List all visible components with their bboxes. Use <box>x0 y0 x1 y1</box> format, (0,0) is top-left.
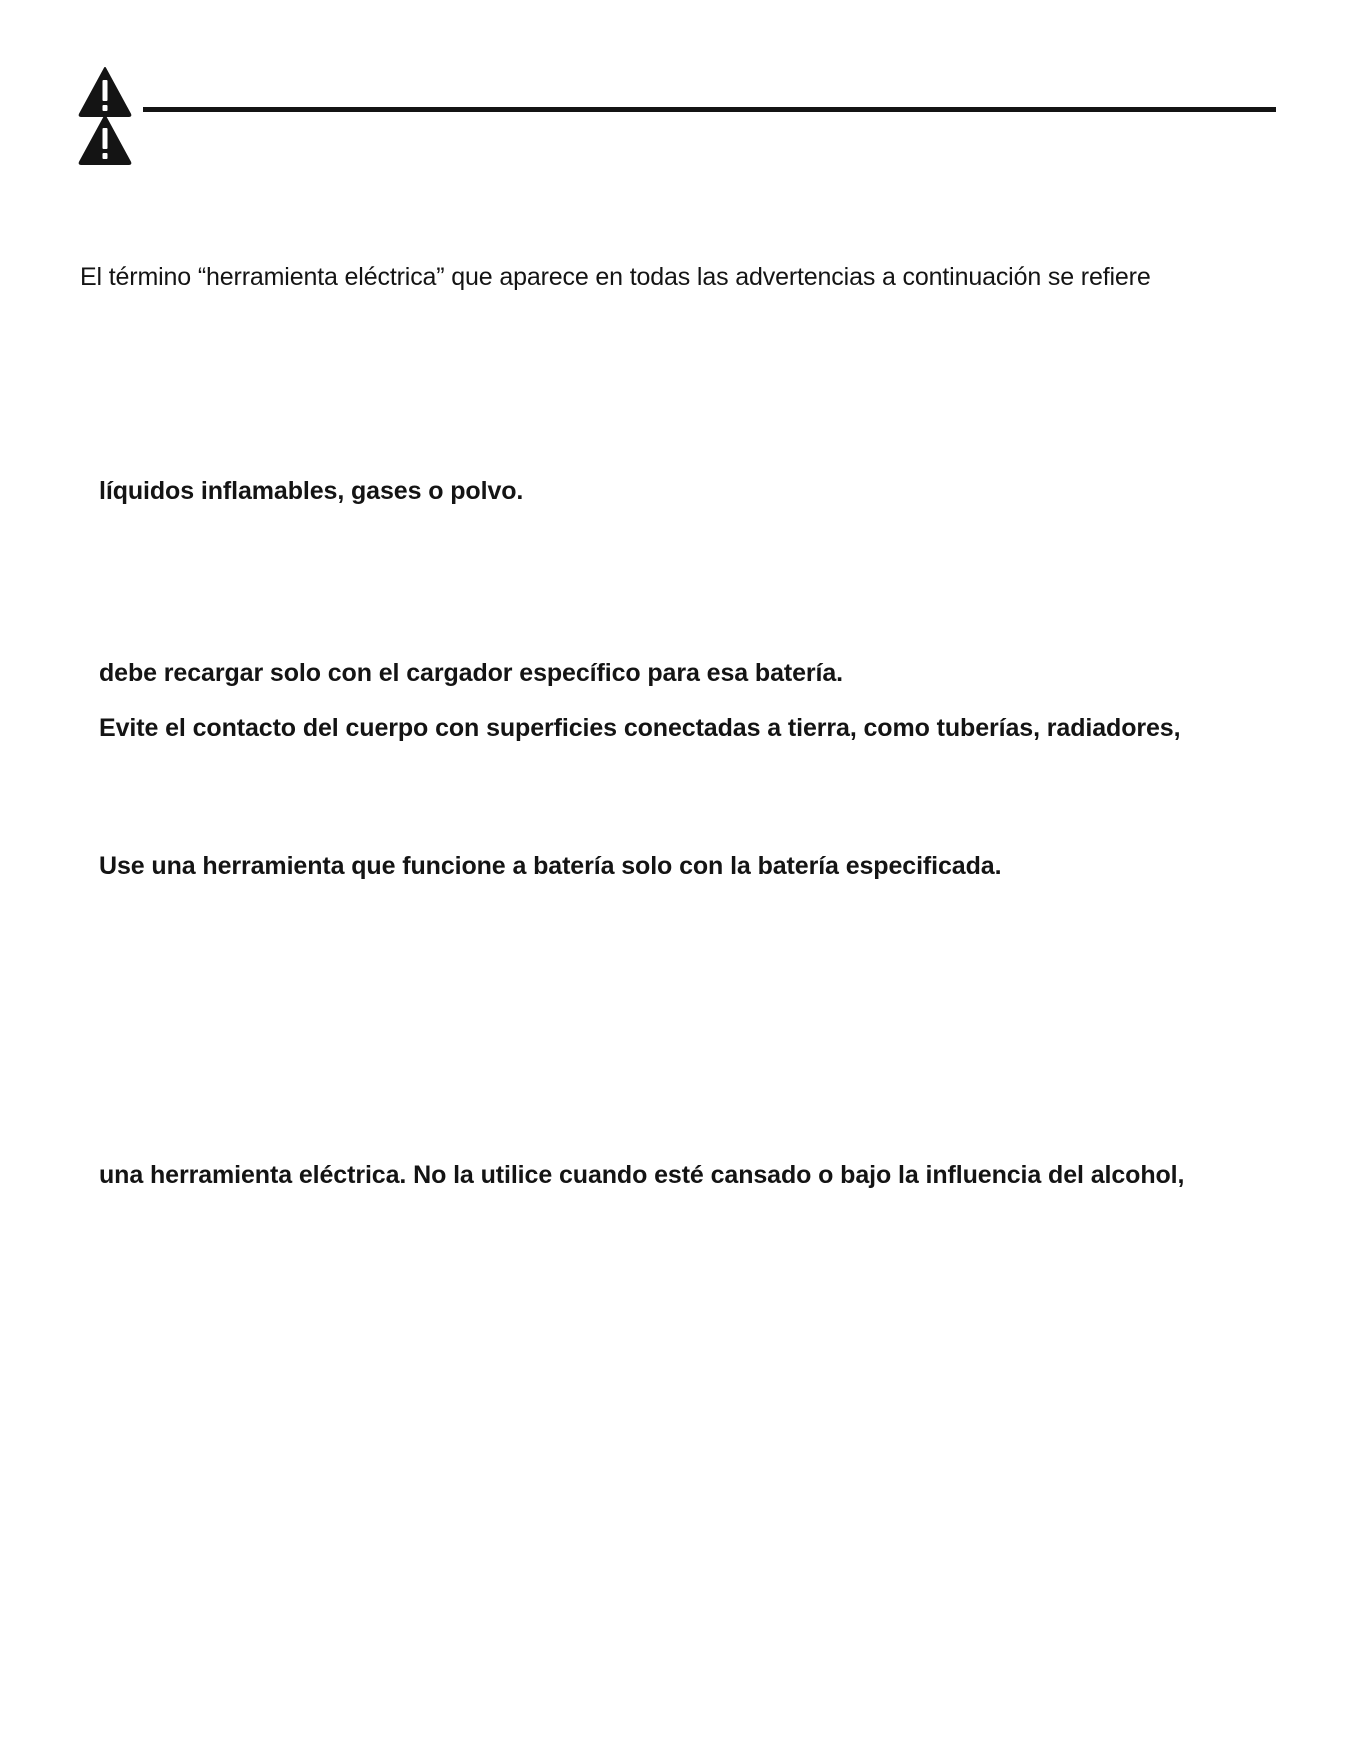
warning-triangle-icon <box>78 114 132 166</box>
warning-line-specified-battery: Use una herramienta que funcione a batería solo con la batería especificada. <box>99 852 1002 880</box>
warning-line-alcohol: una herramienta eléctrica. No la utilice cuando esté cansado o bajo la influencia del alcohol, <box>99 1161 1185 1189</box>
warning-triangle-icon <box>78 66 132 118</box>
warning-line-grounded-surfaces: Evite el contacto del cuerpo con superficies conectadas a tierra, como tuberías, radiadores, <box>99 714 1181 742</box>
warning-line-flammable: líquidos inflamables, gases o polvo. <box>99 477 524 505</box>
intro-paragraph: El término “herramienta eléctrica” que aparece en todas las advertencias a continuación se refiere <box>80 263 1151 291</box>
warning-line-charger: debe recargar solo con el cargador específico para esa batería. <box>99 659 844 687</box>
header-divider <box>143 107 1276 112</box>
